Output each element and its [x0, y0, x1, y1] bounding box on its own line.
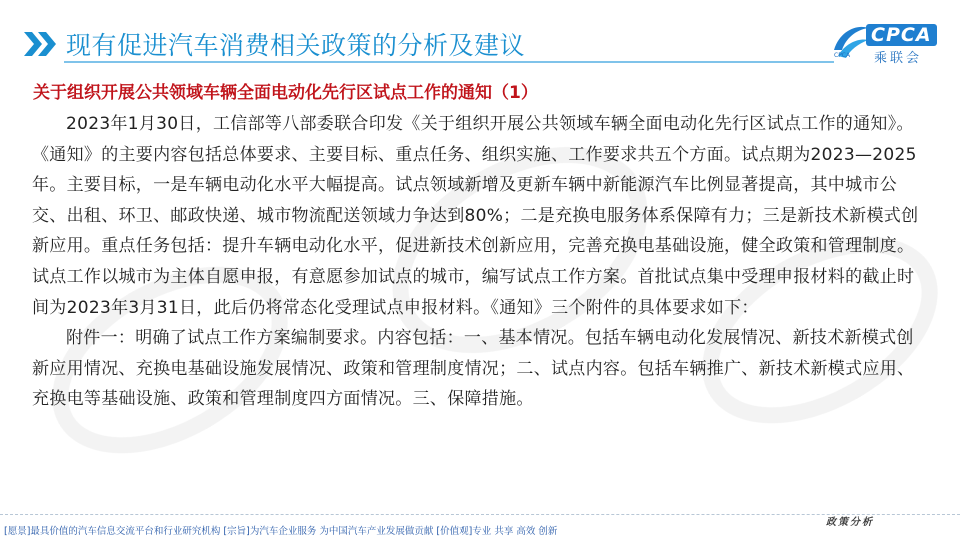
double-chevron-icon [22, 30, 58, 58]
footer-divider [0, 514, 960, 516]
paragraph: 附件一：明确了试点工作方案编制要求。内容包括：一、基本情况。包括车辆电动化发展情况、新技术新模式创新应用情况、充换电基础设施发展情况、政策和管理制度情况；二、试点内容。包括车辆推广、新技术新模式应用、充换电等基础设施、政策和管理制度四方面情况。三、保障措施。 [32, 328, 915, 410]
footer-mission-text: [愿景]最具价值的汽车信息交流平台和行业研究机构 [宗旨]为汽车企业服务 为中国汽车产业发展做贡献 [价值观]专业 共享 高效 创新 [4, 526, 558, 537]
footer-section-label: 政策分析 [826, 517, 874, 528]
logo-text: CPCA [866, 24, 937, 46]
slide-header [22, 26, 525, 62]
cpca-logo [830, 20, 938, 66]
page-title: 现有促进汽车消费相关政策的分析及建议 [66, 31, 526, 60]
logo-subtext: 乘联会 [874, 51, 923, 66]
section-subtitle: 关于组织开展公共领域车辆全面电动化先行区试点工作的通知（1） [33, 83, 538, 103]
body-content [32, 109, 922, 415]
logo-tag: CPCA [834, 52, 851, 59]
paragraph: 2023年1月30日，工信部等八部委联合印发《关于组织开展公共领域车辆全面电动化先行区试点工作的通知》。《通知》的主要内容包括总体要求、主要目标、重点任务、组织实施、工作要求共五个方面。试点期为2023—2025年。主要目标，一是车辆电动化水平大幅提高。试点领域新增及更新车辆中新能源汽车比例显著提高，其中城市公交、出租、环卫、邮政快递、城市物流配送领域力争达到80%；二是充换电服务体系保障有力；三是新技术新模式创新应用。重点任务包括：提升车辆电动化水平，促进新技术创新应用，完善充换电基础设施，健全政策和管理制度。试点工作以城市为主体自愿申报，有意愿参加试点的城市，编写试点工作方案。首批试点集中受理申报材料的截止时间为2023年3月31日，此后仍将常态化受理试点申报材料。《通知》三个附件的具体要求如下： [32, 114, 919, 318]
title-underline [64, 61, 834, 63]
